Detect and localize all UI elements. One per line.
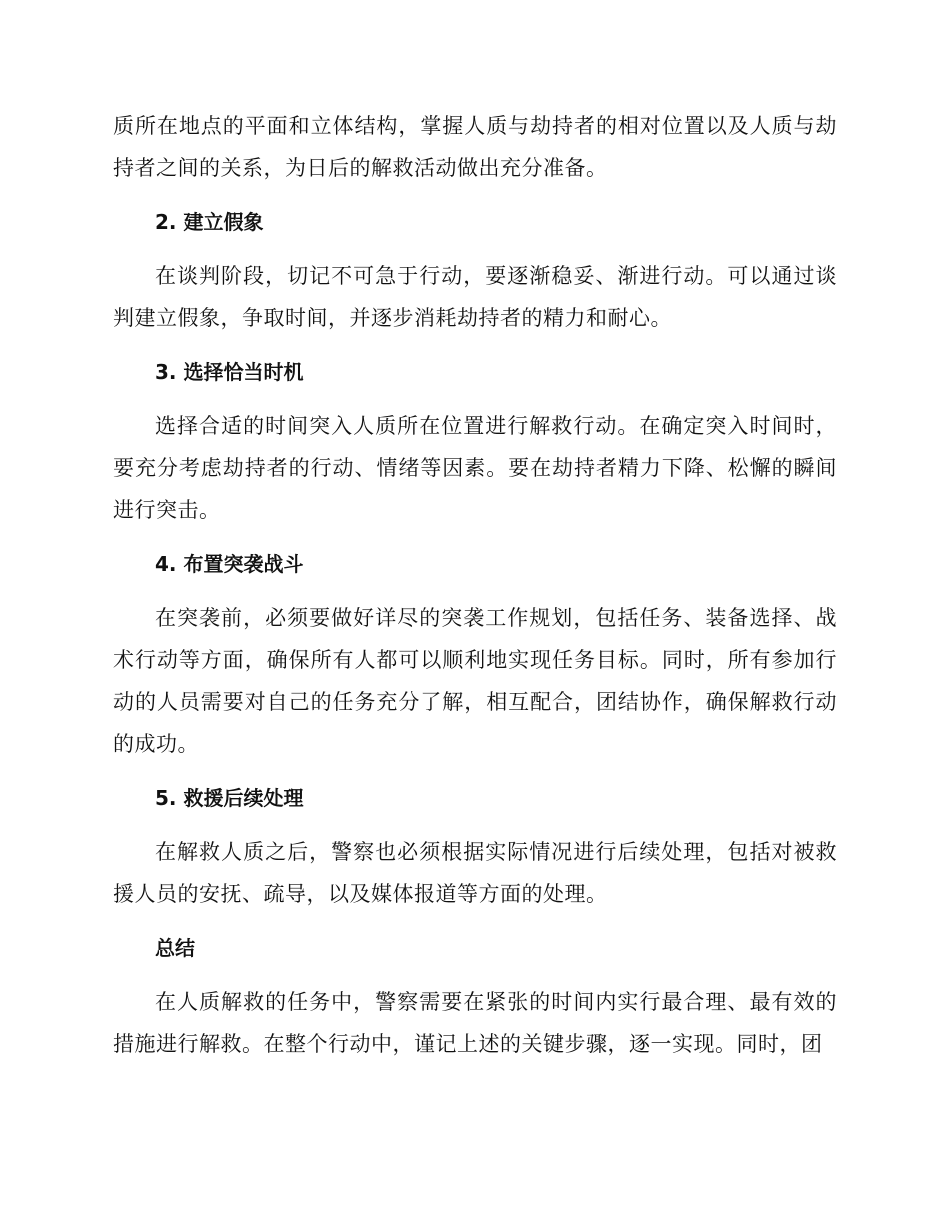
paragraph-summary: 在人质解救的任务中，警察需要在紧张的时间内实行最合理、最有效的措施进行解救。在整个行动中，谨记上述的关键步骤，逐一实现。同时，团 — [113, 990, 837, 1056]
section-heading-choose-timing: 3. 选择恰当时机 — [155, 360, 304, 384]
document-body — [113, 105, 837, 1065]
paragraph-intro-continued: 质所在地点的平面和立体结构，掌握人质与劫持者的相对位置以及人质与劫持者之间的关系，为日后的解救活动做出充分准备。 — [113, 114, 837, 180]
paragraph-create-illusion: 在谈判阶段，切记不可急于行动，要逐渐稳妥、渐进行动。可以通过谈判建立假象，争取时间，并逐步消耗劫持者的精力和耐心。 — [113, 264, 837, 330]
section-heading-follow-up: 5. 救援后续处理 — [155, 786, 304, 810]
paragraph-follow-up: 在解救人质之后，警察也必须根据实际情况进行后续处理，包括对被救援人员的安抚、疏导，以及媒体报道等方面的处理。 — [113, 840, 837, 906]
paragraph-raid-deployment: 在突袭前，必须要做好详尽的突袭工作规划，包括任务、装备选择、战术行动等方面，确保所有人都可以顺利地实现任务目标。同时，所有参加行动的人员需要对自己的任务充分了解，相互配合，团结协作，确保解救行动的成功。 — [113, 606, 837, 756]
section-heading-summary: 总结 — [155, 936, 195, 960]
section-heading-create-illusion: 2. 建立假象 — [155, 210, 264, 234]
section-heading-raid-deployment: 4. 布置突袭战斗 — [155, 552, 304, 576]
paragraph-choose-timing: 选择合适的时间突入人质所在位置进行解救行动。在确定突入时间时，要充分考虑劫持者的行动、情绪等因素。要在劫持者精力下降、松懈的瞬间进行突击。 — [113, 414, 837, 522]
